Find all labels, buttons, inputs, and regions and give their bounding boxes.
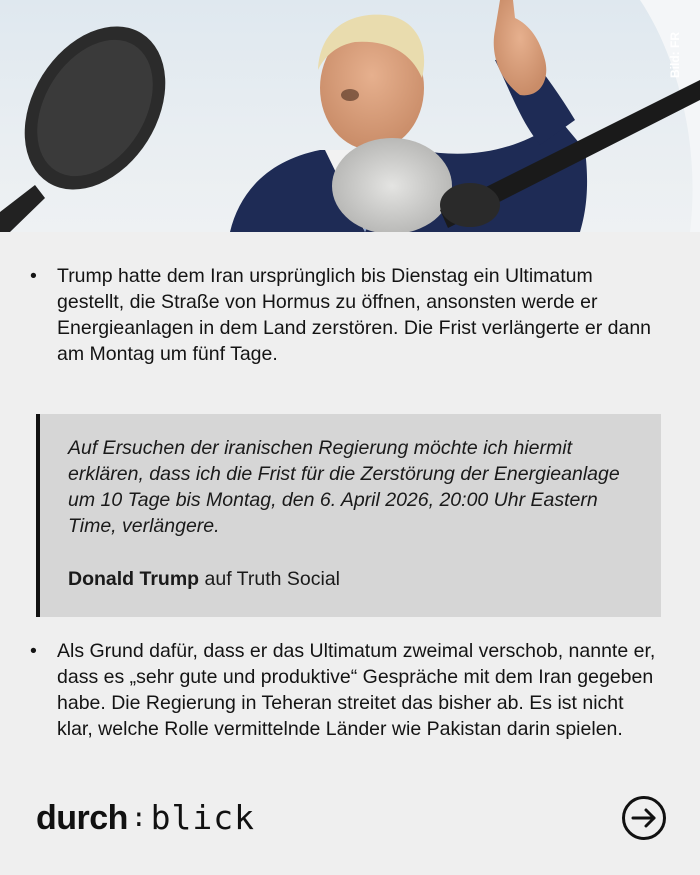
- arrow-right-circle-icon: [621, 795, 667, 841]
- logo-part-durch: durch: [36, 799, 128, 837]
- bullet-text: Trump hatte dem Iran ursprünglich bis Dienstag ein Ultimatum gestellt, die Straße von Hormus zu öffnen, ansonsten werde er Energieanlagen in dem Land zerstören. Die Frist verlängerte er dann am Montag um fünf Tage.: [57, 265, 652, 365]
- brand-logo: [36, 798, 255, 838]
- bullet-item-1: [30, 263, 650, 395]
- logo-part-blick: blick: [150, 798, 255, 837]
- quote-text: Auf Ersuchen der iranischen Regierung möchte ich hiermit erklären, dass ich die Frist für die Zerstörung der Energieanlage um 10 Tage bis Montag, den 6. April 2026, 20:00 Uhr Eastern Time, verlängere.: [68, 437, 620, 537]
- quote-source: auf Truth Social: [199, 568, 341, 590]
- bullet-dot: •: [30, 640, 37, 662]
- quote-block: [36, 414, 661, 617]
- photo-illustration: [0, 0, 700, 232]
- bullet-item-2: [30, 638, 656, 770]
- bullet-text: Als Grund dafür, dass er das Ultimatum zweimal verschob, nannte er, dass es „sehr gute und produktive“ Gespräche mit dem Iran gegeben habe. Die Regierung in Teheran streitet das bisher ab. Es ist nicht klar, welche Rolle vermittelnde Länder wie Pakistan darin spielen.: [57, 640, 656, 740]
- bullet-dot: •: [30, 265, 37, 287]
- quote-author: Donald Trump: [68, 568, 200, 590]
- next-slide-button[interactable]: [621, 795, 667, 841]
- logo-separator: :: [130, 803, 147, 833]
- photo-credit-text: Bild: FR: [668, 32, 682, 78]
- quote-attribution: [68, 566, 340, 592]
- header-photo: [0, 0, 700, 232]
- photo-credit: [668, 18, 682, 88]
